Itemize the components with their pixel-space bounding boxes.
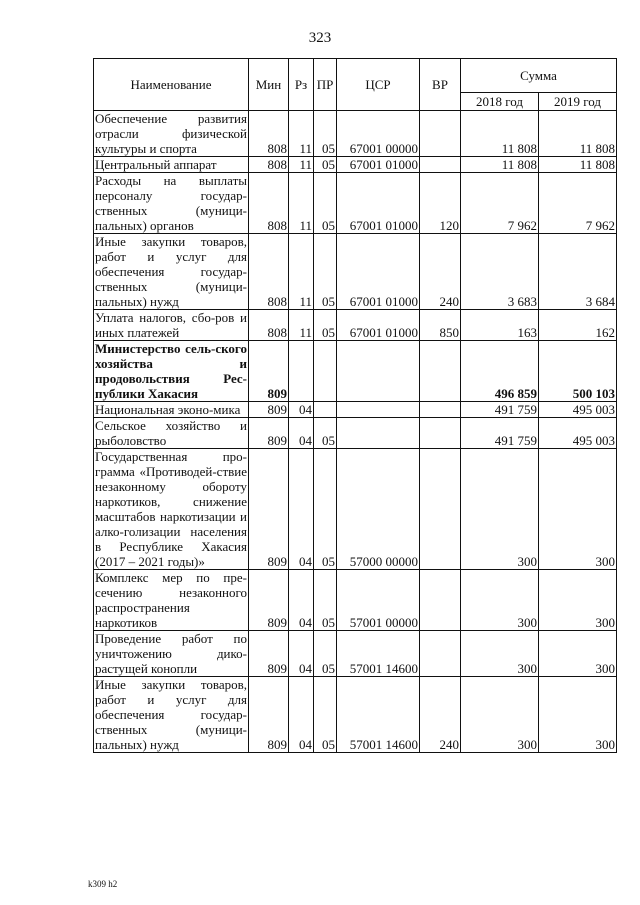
table-row: [94, 234, 617, 310]
budget-table: [93, 58, 617, 753]
cell-pr: [314, 402, 337, 418]
cell-min: 809: [249, 449, 289, 570]
cell-sum-2019: 500 103: [539, 341, 617, 402]
cell-min: 809: [249, 570, 289, 631]
table-row: [94, 173, 617, 234]
table-row: [94, 402, 617, 418]
cell-csr: 57000 00000: [337, 449, 420, 570]
cell-name: Иные закупки товаров, работ и услуг для обеспечения государ-ственных (муници-пальных) нужд: [95, 677, 247, 752]
cell-sum-2018: 7 962: [461, 173, 539, 234]
cell-pr: 05: [314, 449, 337, 570]
header-2019: 2019 год: [539, 93, 617, 111]
cell-rz: 11: [289, 310, 314, 341]
page-number: 323: [308, 30, 332, 46]
cell-sum-2018: 300: [461, 449, 539, 570]
cell-csr: 67001 00000: [337, 111, 420, 157]
table-row: [94, 157, 617, 173]
cell-vr: 240: [420, 677, 461, 753]
cell-sum-2018: 496 859: [461, 341, 539, 402]
cell-min: 808: [249, 234, 289, 310]
cell-vr: 120: [420, 173, 461, 234]
cell-name: Иные закупки товаров, работ и услуг для обеспечения государ-ственных (муници-пальных) нужд: [95, 234, 247, 309]
table-row: [94, 418, 617, 449]
cell-csr: 67001 01000: [337, 310, 420, 341]
header-2018: 2018 год: [461, 93, 539, 111]
cell-pr: [314, 341, 337, 402]
cell-rz: [289, 341, 314, 402]
cell-rz: 11: [289, 111, 314, 157]
header-min: Мин: [249, 59, 289, 111]
cell-rz: 11: [289, 234, 314, 310]
cell-csr: 67001 01000: [337, 173, 420, 234]
table-row: [94, 341, 617, 402]
cell-name: Комплекс мер по пре-сечению незаконного распространения наркотиков: [95, 570, 247, 630]
cell-sum-2018: 3 683: [461, 234, 539, 310]
header-rz: Рз: [289, 59, 314, 111]
cell-sum-2019: 3 684: [539, 234, 617, 310]
cell-csr: [337, 402, 420, 418]
cell-csr: 57001 14600: [337, 677, 420, 753]
cell-csr: 57001 14600: [337, 631, 420, 677]
cell-sum-2019: 495 003: [539, 402, 617, 418]
cell-pr: 05: [314, 677, 337, 753]
cell-name: Центральный аппарат: [94, 157, 249, 173]
cell-min: 809: [249, 402, 289, 418]
cell-vr: [420, 157, 461, 173]
cell-csr: 67001 01000: [337, 234, 420, 310]
cell-rz: 04: [289, 402, 314, 418]
cell-sum-2019: 300: [539, 449, 617, 570]
cell-rz: 04: [289, 418, 314, 449]
table-row: [94, 677, 617, 753]
cell-sum-2018: 11 808: [461, 157, 539, 173]
cell-sum-2019: 300: [539, 631, 617, 677]
cell-rz: 04: [289, 449, 314, 570]
cell-min: 808: [249, 111, 289, 157]
cell-pr: 05: [314, 310, 337, 341]
cell-sum-2019: 495 003: [539, 418, 617, 449]
cell-vr: [420, 631, 461, 677]
cell-rz: 11: [289, 173, 314, 234]
cell-sum-2019: 300: [539, 677, 617, 753]
table-row: [94, 570, 617, 631]
table-row: [94, 449, 617, 570]
cell-rz: 11: [289, 157, 314, 173]
cell-sum-2018: 300: [461, 631, 539, 677]
cell-rz: 04: [289, 631, 314, 677]
cell-min: 808: [249, 173, 289, 234]
cell-rz: 04: [289, 570, 314, 631]
table-row: [94, 111, 617, 157]
cell-min: 809: [249, 341, 289, 402]
cell-sum-2019: 162: [539, 310, 617, 341]
cell-sum-2019: 300: [539, 570, 617, 631]
cell-min: 809: [249, 418, 289, 449]
header-vr: ВР: [420, 59, 461, 111]
cell-csr: 57001 00000: [337, 570, 420, 631]
cell-sum-2018: 300: [461, 570, 539, 631]
cell-csr: 67001 01000: [337, 157, 420, 173]
cell-name: Проведение работ по уничтожению дико-растущей конопли: [95, 631, 247, 676]
cell-pr: 05: [314, 173, 337, 234]
cell-pr: 05: [314, 418, 337, 449]
cell-sum-2019: 7 962: [539, 173, 617, 234]
table-row: [94, 310, 617, 341]
cell-pr: 05: [314, 234, 337, 310]
cell-name: Министерство сель-ского хозяйства и продовольствия Рес-публики Хакасия: [95, 341, 247, 401]
cell-vr: [420, 449, 461, 570]
cell-min: 809: [249, 677, 289, 753]
cell-name: Национальная эконо-мика: [94, 402, 249, 418]
cell-vr: 240: [420, 234, 461, 310]
cell-vr: 850: [420, 310, 461, 341]
header-name: Наименование: [94, 59, 249, 111]
cell-name: Сельское хозяйство и рыболовство: [95, 418, 247, 448]
cell-name: Уплата налогов, сбо-ров и иных платежей: [95, 310, 247, 340]
cell-sum-2019: 11 808: [539, 111, 617, 157]
cell-pr: 05: [314, 111, 337, 157]
cell-vr: [420, 341, 461, 402]
cell-vr: [420, 570, 461, 631]
cell-min: 808: [249, 157, 289, 173]
cell-min: 808: [249, 310, 289, 341]
cell-vr: [420, 418, 461, 449]
budget-table-body: [94, 111, 617, 753]
cell-name: Государственная про-грамма «Противодей-ствие незаконному обороту наркотиков, снижение масштабов наркотизации и алко-голизации населения в Республике Хакасия (2017 – 2021 годы)»: [95, 449, 247, 569]
cell-pr: 05: [314, 570, 337, 631]
cell-pr: 05: [314, 157, 337, 173]
cell-name: Расходы на выплаты персоналу государ-ственных (муници-пальных) органов: [95, 173, 247, 233]
header-pr: ПР: [314, 59, 337, 111]
cell-rz: 04: [289, 677, 314, 753]
table-row: [94, 631, 617, 677]
cell-sum-2019: 11 808: [539, 157, 617, 173]
cell-csr: [337, 341, 420, 402]
cell-sum-2018: 491 759: [461, 402, 539, 418]
cell-sum-2018: 491 759: [461, 418, 539, 449]
cell-vr: [420, 111, 461, 157]
cell-csr: [337, 418, 420, 449]
cell-sum-2018: 11 808: [461, 111, 539, 157]
cell-name: Обеспечение развития отрасли физической культуры и спорта: [95, 111, 247, 156]
cell-sum-2018: 300: [461, 677, 539, 753]
cell-vr: [420, 402, 461, 418]
footer-code: k309 h2: [88, 879, 118, 889]
cell-pr: 05: [314, 631, 337, 677]
header-csr: ЦСР: [337, 59, 420, 111]
header-sum: Сумма: [461, 59, 617, 93]
cell-min: 809: [249, 631, 289, 677]
cell-sum-2018: 163: [461, 310, 539, 341]
